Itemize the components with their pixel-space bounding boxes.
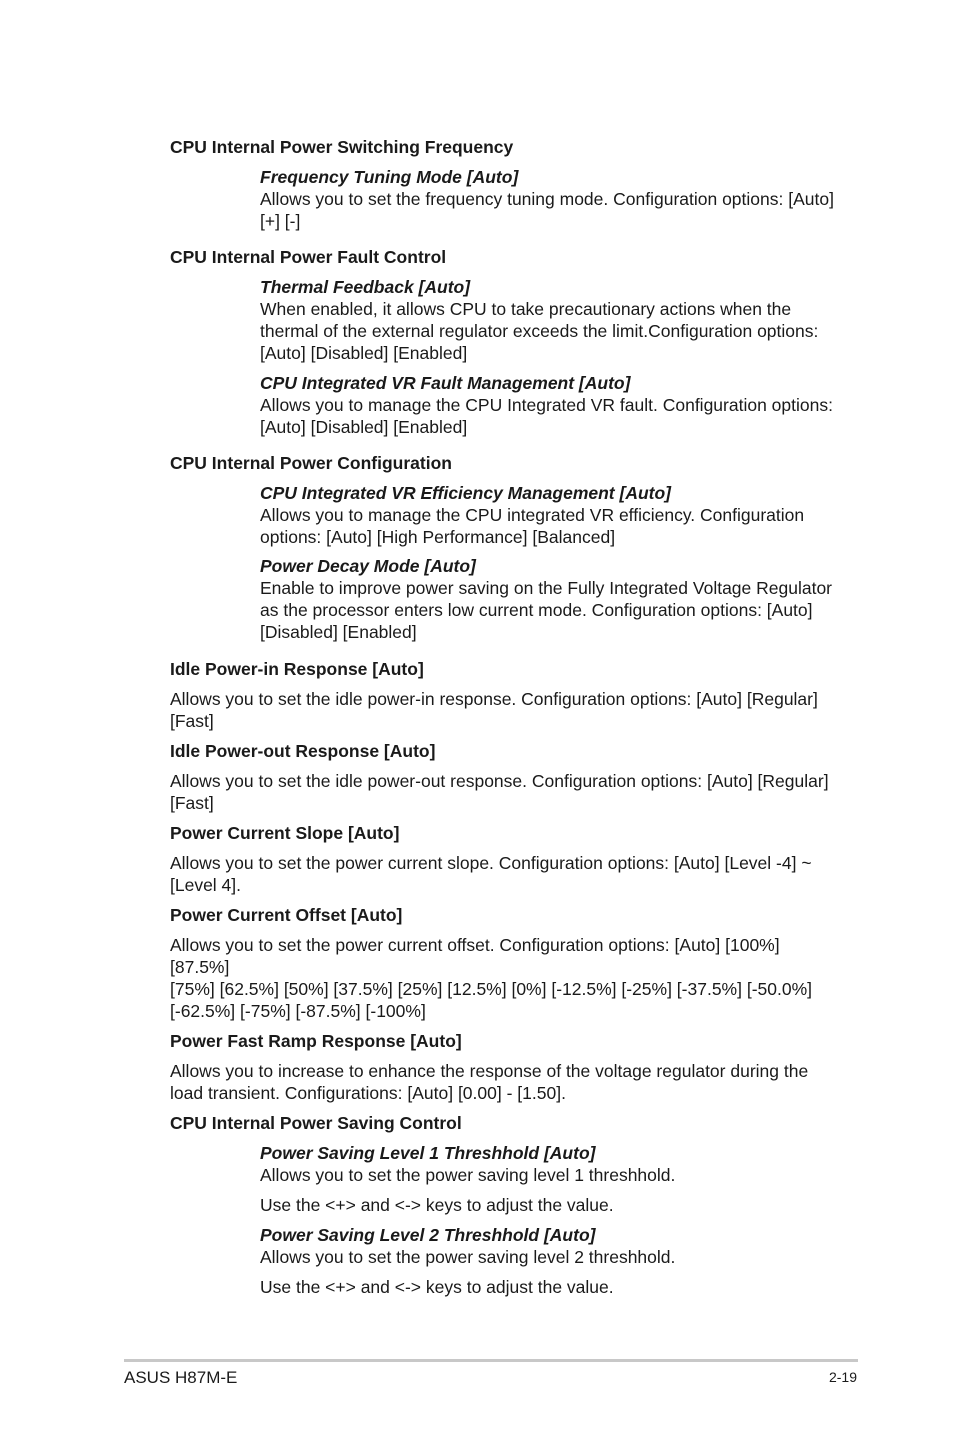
subsection-text-line: [+] [-] bbox=[260, 211, 301, 231]
subsection bbox=[170, 166, 840, 232]
subsection bbox=[170, 482, 840, 548]
subsection-text-line: Allows you to manage the CPU Integrated VR fault. Configuration options: bbox=[260, 395, 833, 415]
section-heading: Idle Power-out Response [Auto] bbox=[170, 741, 436, 761]
subsection-text-line: options: [Auto] [High Performance] [Balanced] bbox=[260, 527, 616, 547]
body-text-line: Allows you to increase to enhance the response of the voltage regulator during the bbox=[170, 1061, 809, 1081]
subsection-text-line: as the processor enters low current mode. Configuration options: [Auto] bbox=[260, 600, 813, 620]
subsection-title: Thermal Feedback [Auto] bbox=[260, 277, 471, 297]
section-body bbox=[170, 852, 840, 896]
subsection bbox=[170, 1224, 840, 1298]
body-text-line: Allows you to set the power current offset. Configuration options: [Auto] [100%] [87.5%] bbox=[170, 935, 780, 977]
subsection-note: Use the <+> and <-> keys to adjust the value. bbox=[260, 1195, 614, 1215]
subsection-text-line: When enabled, it allows CPU to take precautionary actions when the bbox=[260, 299, 792, 319]
subsection-text-line: [Disabled] [Enabled] bbox=[260, 622, 417, 642]
body-text-line: load transient. Configurations: [Auto] [0.00] - [1.50]. bbox=[170, 1083, 566, 1103]
section-heading: CPU Internal Power Switching Frequency bbox=[170, 137, 514, 157]
section-body bbox=[170, 934, 840, 1022]
subsection bbox=[170, 1142, 840, 1216]
manual-page-content bbox=[170, 136, 840, 1298]
body-text-line: [Fast] bbox=[170, 793, 214, 813]
section-heading: CPU Internal Power Configuration bbox=[170, 453, 452, 473]
section-body bbox=[170, 770, 840, 814]
subsection-text-line: Enable to improve power saving on the Fully Integrated Voltage Regulator bbox=[260, 578, 833, 598]
section-body bbox=[170, 688, 840, 732]
subsection-text-line: Allows you to set the power saving level 2 threshhold. bbox=[260, 1247, 676, 1267]
body-text-line: Allows you to set the power current slope. Configuration options: [Auto] [Level -4] ~ bbox=[170, 853, 812, 873]
body-text-line: [Level 4]. bbox=[170, 875, 242, 895]
subsection-title: Power Saving Level 2 Threshhold [Auto] bbox=[260, 1225, 596, 1245]
section-heading: Power Fast Ramp Response [Auto] bbox=[170, 1031, 462, 1051]
subsection-note: Use the <+> and <-> keys to adjust the value. bbox=[260, 1277, 614, 1297]
section-body bbox=[170, 1060, 840, 1104]
section-heading: CPU Internal Power Fault Control bbox=[170, 247, 447, 267]
footer-page-number: 2-19 bbox=[828, 1369, 857, 1385]
subsection bbox=[170, 555, 840, 643]
body-text-line: [Fast] bbox=[170, 711, 214, 731]
body-text-line: Allows you to set the idle power-out response. Configuration options: [Auto] [Regular] bbox=[170, 771, 829, 791]
subsection-text-line: thermal of the external regulator exceeds the limit.Configuration options: bbox=[260, 321, 819, 341]
subsection bbox=[170, 276, 840, 364]
subsection-title: Power Saving Level 1 Threshhold [Auto] bbox=[260, 1143, 596, 1163]
subsection-text-line: Allows you to manage the CPU integrated VR efficiency. Configuration bbox=[260, 505, 805, 525]
section-heading: Power Current Slope [Auto] bbox=[170, 823, 400, 843]
subsection-title: Frequency Tuning Mode [Auto] bbox=[260, 167, 519, 187]
body-text-line: Allows you to set the idle power-in response. Configuration options: [Auto] [Regular] bbox=[170, 689, 818, 709]
subsection bbox=[170, 372, 840, 438]
subsection-title: CPU Integrated VR Fault Management [Auto] bbox=[260, 373, 631, 393]
section-heading: Idle Power-in Response [Auto] bbox=[170, 659, 424, 679]
subsection-title: CPU Integrated VR Efficiency Management [Auto] bbox=[260, 483, 671, 503]
section-heading: Power Current Offset [Auto] bbox=[170, 905, 403, 925]
subsection-text-line: Allows you to set the frequency tuning mode. Configuration options: [Auto] bbox=[260, 189, 834, 209]
section-heading: CPU Internal Power Saving Control bbox=[170, 1113, 462, 1133]
subsection-text-line: [Auto] [Disabled] [Enabled] bbox=[260, 417, 468, 437]
footer-product-name: ASUS H87M-E bbox=[124, 1368, 238, 1387]
body-text-line: [75%] [62.5%] [50%] [37.5%] [25%] [12.5%] [0%] [-12.5%] [-25%] [-37.5%] [-50.0%] bbox=[170, 979, 813, 999]
body-text-line: [-62.5%] [-75%] [-87.5%] [-100%] bbox=[170, 1001, 426, 1021]
subsection-title: Power Decay Mode [Auto] bbox=[260, 556, 476, 576]
footer-divider bbox=[124, 1359, 858, 1362]
subsection-text-line: Allows you to set the power saving level 1 threshhold. bbox=[260, 1165, 676, 1185]
subsection-text-line: [Auto] [Disabled] [Enabled] bbox=[260, 343, 468, 363]
